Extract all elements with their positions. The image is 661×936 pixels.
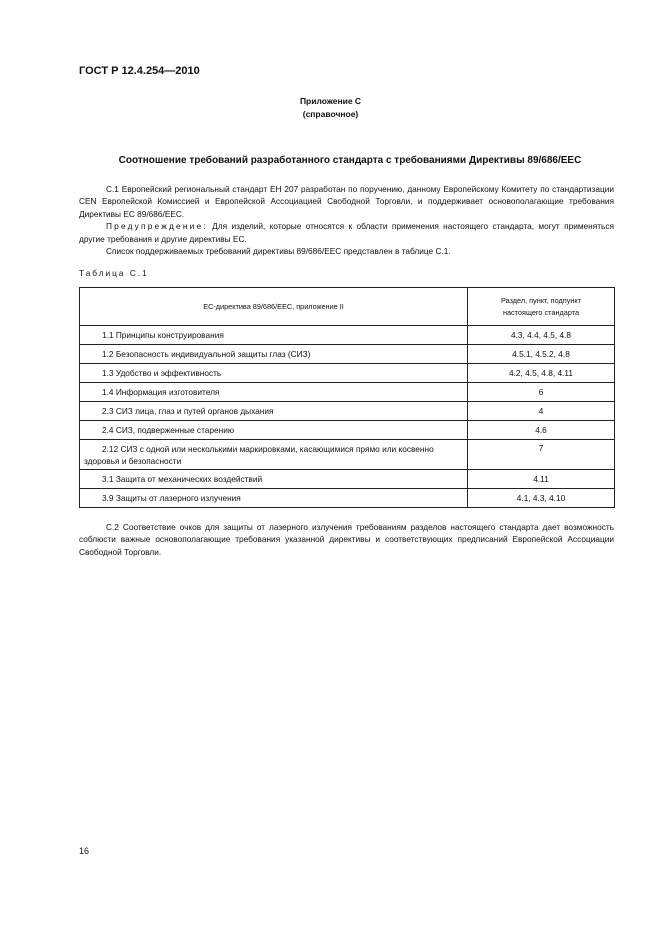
section-cell: 7	[468, 440, 615, 470]
paragraph-c2: С.2 Соответствие очков для защиты от лазерного излучения требованиям разделов настоящего стандарта дает возможность соблюсти важные основополагающие требования указанной директивы и соответствующих предписаний Европейской Ассоциации Свободной Торговли.	[79, 522, 614, 557]
table-caption: Таблица С.1	[79, 268, 149, 278]
section-cell: 4.5.1, 4.5.2, 4.8	[468, 345, 615, 364]
warning-label: Предупреждение:	[106, 221, 208, 232]
page-number: 16	[79, 846, 90, 856]
section-cell: 4	[468, 402, 615, 421]
directive-cell: 1.3 Удобство и эффективность	[80, 364, 468, 383]
section-cell: 4.1, 4.3, 4.10	[468, 489, 615, 508]
paragraph-list-note: Список поддерживаемых требований директивы 89/686/EEC представлен в таблице С.1.	[106, 246, 451, 257]
section-cell: 6	[468, 383, 615, 402]
appendix-note: (справочное)	[302, 109, 359, 119]
requirements-table	[79, 287, 615, 508]
warning-text: Для изделий, которые относятся к области применения настоящего стандарта, могут применяться другие требования и другие директивы ЕС.	[79, 221, 614, 244]
directive-cell: 2.4 СИЗ, подверженные старению	[80, 421, 468, 440]
paragraph-c1: С.1 Европейский региональный стандарт ЕН 207 разработан по поручению, данному Европейскому Комитету по стандартизации CEN Европейской Комиссией и Европейской Ассоциацией Свободной Торговли, и поддерживает основополагающие требования Директивы ЕС 89/686/EEC.	[79, 184, 614, 219]
section-cell: 4.3, 4.4, 4.5, 4.8	[468, 326, 615, 345]
appendix-heading	[0, 95, 661, 121]
section-cell: 4.11	[468, 470, 615, 489]
intro-block	[79, 183, 614, 257]
appendix-label: Приложение С	[299, 96, 362, 106]
section-cell: 4.6	[468, 421, 615, 440]
directive-cell: 1.1 Принципы конструирования	[80, 326, 468, 345]
section-cell: 4.2, 4.5, 4.8, 4.11	[468, 364, 615, 383]
table-row	[80, 326, 615, 345]
section-title: Соотношение требований разработанного стандарта с требованиями Директивы 89/686/EEC	[118, 155, 582, 166]
header-directive: ЕС-директива 89/686/EEC, приложение II	[80, 288, 468, 326]
directive-cell: 1.4 Информация изготовителя	[80, 383, 468, 402]
directive-cell: 2.12 СИЗ с одной или несколькими маркировками, касающимися прямо или косвенно здоровья и безопасности	[80, 440, 468, 470]
directive-cell: 2.3 СИЗ лица, глаз и путей органов дыхания	[80, 402, 468, 421]
table-row	[80, 345, 615, 364]
directive-cell: 3.1 Защита от механических воздействий	[80, 470, 468, 489]
table-row	[80, 470, 615, 489]
table-row	[80, 440, 615, 470]
paragraph-warning	[79, 220, 614, 245]
table-header-row	[80, 288, 615, 326]
table-row	[80, 364, 615, 383]
table-row	[80, 402, 615, 421]
header-section: Раздел, пункт, подпункт настоящего стандарта	[468, 288, 615, 326]
directive-cell: 1.2 Безопасность индивидуальной защиты глаз (СИЗ)	[80, 345, 468, 364]
table-row	[80, 421, 615, 440]
table-row	[80, 489, 615, 508]
document-code: ГОСТ Р 12.4.254—2010	[79, 65, 200, 77]
table-row	[80, 383, 615, 402]
directive-cell: 3.9 Защиты от лазерного излучения	[80, 489, 468, 508]
